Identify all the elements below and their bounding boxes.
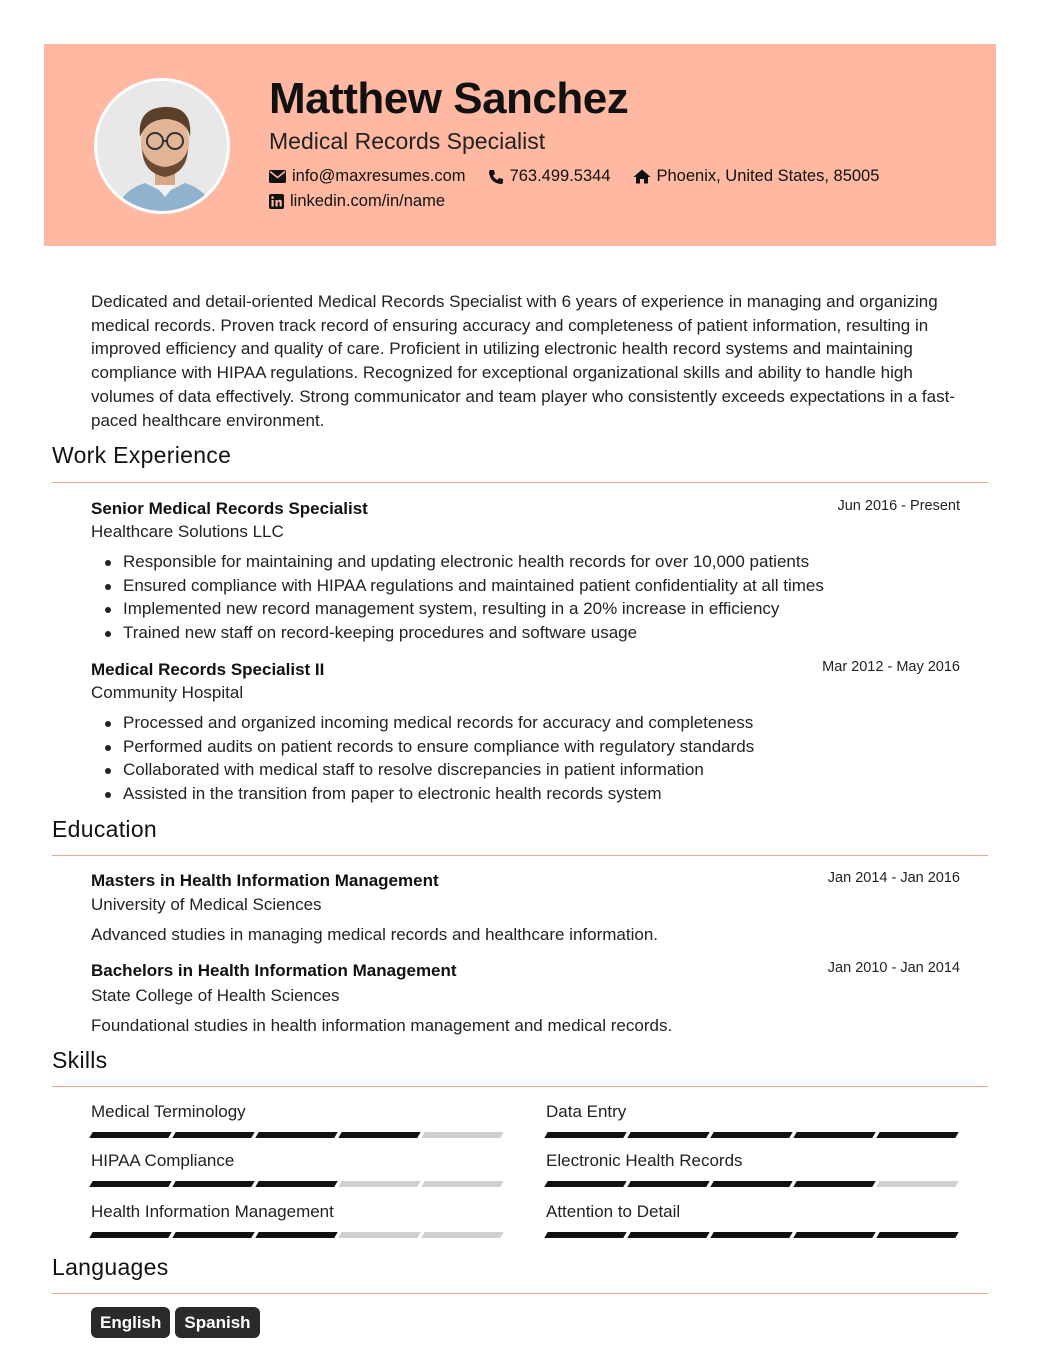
job-company: Healthcare Solutions LLC xyxy=(91,522,284,541)
section-title-skills: Skills xyxy=(52,1047,108,1073)
home-icon xyxy=(633,169,651,184)
list-item: Performed audits on patient records to ensure compliance with regulatory standards xyxy=(105,735,754,759)
list-item: Ensured compliance with HIPAA regulations and maintained patient confidentiality at all times xyxy=(105,574,824,598)
job-bullets xyxy=(105,550,824,644)
skill-rating-segment xyxy=(544,1132,626,1138)
list-item: Implemented new record management system, resulting in a 20% increase in efficiency xyxy=(105,597,824,621)
degree-title: Masters in Health Information Management xyxy=(91,871,439,890)
section-divider xyxy=(52,482,988,483)
job-bullets xyxy=(105,711,754,805)
degree-description: Advanced studies in managing medical records and healthcare information. xyxy=(91,925,658,944)
job-title: Medical Records Specialist II xyxy=(91,660,325,679)
skill-name: Attention to Detail xyxy=(546,1202,681,1221)
skill-rating-bar xyxy=(546,1232,961,1238)
phone-icon xyxy=(488,169,504,185)
skill-rating-segment xyxy=(710,1181,792,1187)
phone-text: 763.499.5344 xyxy=(509,167,611,185)
job-title: Senior Medical Records Specialist xyxy=(91,499,368,518)
list-item: Responsible for maintaining and updating electronic health records for over 10,000 patients xyxy=(105,550,824,574)
skill-rating-bar xyxy=(546,1181,961,1187)
profile-photo xyxy=(94,78,230,214)
skill-rating-segment xyxy=(544,1232,626,1238)
section-title-education: Education xyxy=(52,816,157,842)
skill-rating-segment xyxy=(338,1132,420,1138)
skill-rating-segment xyxy=(172,1181,254,1187)
skill-rating-segment xyxy=(255,1181,337,1187)
language-pill: English xyxy=(91,1307,170,1338)
skill-name: Data Entry xyxy=(546,1102,627,1121)
contact-row xyxy=(269,167,901,186)
skill-item xyxy=(91,1102,506,1138)
skill-rating-segment xyxy=(876,1181,958,1187)
candidate-name: Matthew Sanchez xyxy=(269,74,629,123)
section-title-work: Work Experience xyxy=(52,442,232,468)
language-pill: Spanish xyxy=(175,1307,259,1338)
skill-rating-segment xyxy=(89,1132,171,1138)
job-dates: Jun 2016 - Present xyxy=(837,498,960,514)
profile-photo-illustration xyxy=(97,81,230,214)
skill-rating-segment xyxy=(793,1232,875,1238)
skill-rating-segment xyxy=(338,1232,420,1238)
skill-name: Medical Terminology xyxy=(91,1102,246,1121)
degree-dates: Jan 2014 - Jan 2016 xyxy=(827,870,960,886)
section-divider xyxy=(52,1293,988,1294)
language-list xyxy=(91,1307,265,1338)
skill-name: Health Information Management xyxy=(91,1202,334,1221)
contact-phone[interactable] xyxy=(488,167,611,186)
envelope-icon xyxy=(269,170,286,183)
skill-rating-segment xyxy=(172,1232,254,1238)
skill-rating-segment xyxy=(876,1132,958,1138)
skill-name: HIPAA Compliance xyxy=(91,1151,235,1170)
skill-rating-segment xyxy=(255,1232,337,1238)
skill-rating-bar xyxy=(91,1181,506,1187)
professional-summary: Dedicated and detail-oriented Medical Records Specialist with 6 years of experience in managing and organizing medical records. Proven track record of ensuring accuracy and completeness of patient information, resulting in improved efficiency and quality of care. Proficient in utilizing electronic health record systems and maintaining compliance with HIPAA regulations. Recognized for exceptional organizational skills and ability to handle high volumes of data effectively. Strong communicator and team player who consistently exceeds expectations in a fast-paced healthcare environment. xyxy=(91,292,955,430)
skill-rating-segment xyxy=(710,1132,792,1138)
section-divider xyxy=(52,855,988,856)
degree-title: Bachelors in Health Information Management xyxy=(91,961,457,980)
skill-rating-segment xyxy=(627,1232,709,1238)
location-text: Phoenix, United States, 85005 xyxy=(656,167,880,185)
skill-rating-segment xyxy=(793,1132,875,1138)
resume-header xyxy=(44,44,996,246)
skill-rating-segment xyxy=(627,1181,709,1187)
skill-item xyxy=(546,1102,961,1138)
skill-item xyxy=(546,1151,961,1187)
skill-rating-segment xyxy=(89,1181,171,1187)
skill-rating-bar xyxy=(91,1232,506,1238)
skill-rating-segment xyxy=(421,1232,503,1238)
job-dates: Mar 2012 - May 2016 xyxy=(822,659,960,675)
section-divider xyxy=(52,1086,988,1087)
skill-rating-segment xyxy=(421,1181,503,1187)
contact-linkedin[interactable] xyxy=(269,192,445,211)
list-item: Trained new staff on record-keeping procedures and software usage xyxy=(105,621,824,645)
linkedin-icon xyxy=(269,194,284,209)
job-company: Community Hospital xyxy=(91,683,244,702)
skill-rating-bar xyxy=(91,1132,506,1138)
contact-email[interactable] xyxy=(269,167,466,186)
skill-item xyxy=(546,1202,961,1238)
skill-rating-segment xyxy=(421,1132,503,1138)
contact-row xyxy=(269,192,467,211)
list-item: Assisted in the transition from paper to electronic health records system xyxy=(105,782,754,806)
skill-rating-segment xyxy=(710,1232,792,1238)
skill-rating-segment xyxy=(338,1181,420,1187)
skill-item xyxy=(91,1202,506,1238)
skill-rating-bar xyxy=(546,1132,961,1138)
skill-rating-segment xyxy=(255,1132,337,1138)
degree-school: State College of Health Sciences xyxy=(91,986,340,1005)
list-item: Collaborated with medical staff to resolve discrepancies in patient information xyxy=(105,758,754,782)
list-item: Processed and organized incoming medical records for accuracy and completeness xyxy=(105,711,754,735)
skill-name: Electronic Health Records xyxy=(546,1151,743,1170)
email-text: info@maxresumes.com xyxy=(292,167,466,185)
skill-item xyxy=(91,1151,506,1187)
degree-description: Foundational studies in health information management and medical records. xyxy=(91,1016,673,1035)
skill-rating-segment xyxy=(89,1232,171,1238)
skill-rating-segment xyxy=(876,1232,958,1238)
candidate-title: Medical Records Specialist xyxy=(269,128,546,154)
linkedin-text: linkedin.com/in/name xyxy=(290,192,445,210)
skill-rating-segment xyxy=(172,1132,254,1138)
contact-location xyxy=(633,167,880,186)
section-title-languages: Languages xyxy=(52,1254,169,1280)
skill-rating-segment xyxy=(793,1181,875,1187)
skill-rating-segment xyxy=(627,1132,709,1138)
skill-rating-segment xyxy=(544,1181,626,1187)
degree-school: University of Medical Sciences xyxy=(91,895,322,914)
degree-dates: Jan 2010 - Jan 2014 xyxy=(827,960,960,976)
